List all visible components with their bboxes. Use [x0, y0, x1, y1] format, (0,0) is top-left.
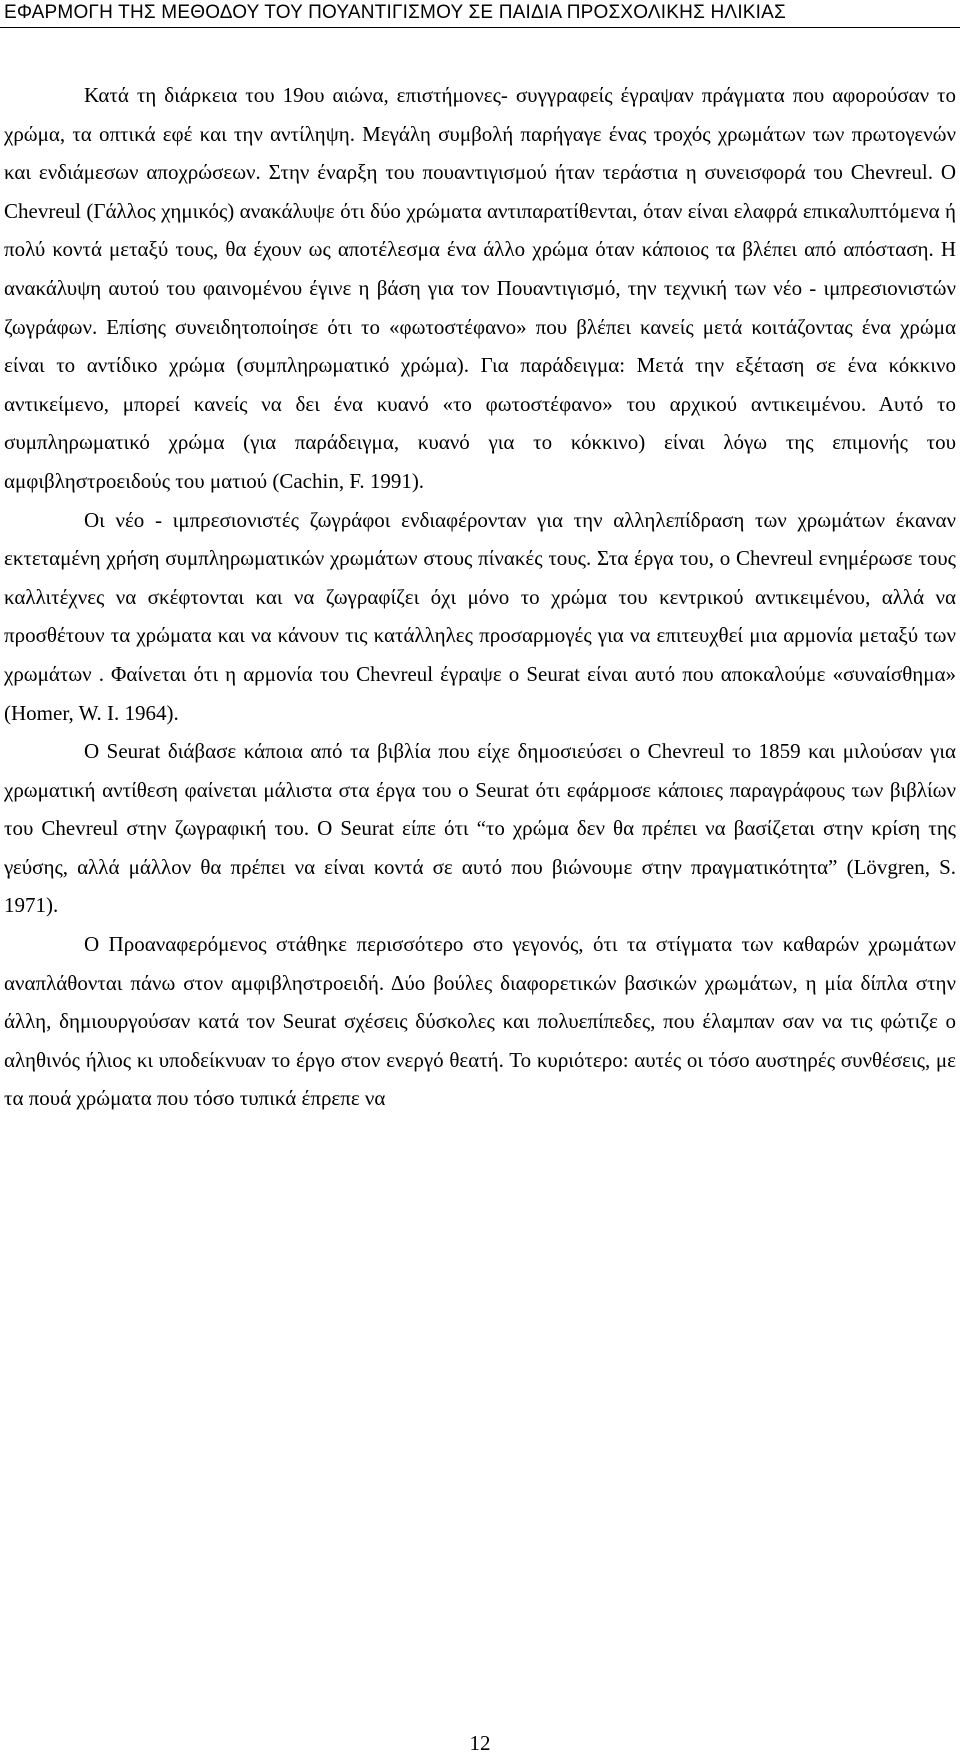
paragraph: Οι νέο - ιμπρεσιονιστές ζωγράφοι ενδιαφέρονταν για την αλληλεπίδραση των χρωμάτων έκαναν εκτεταμένη χρήση συμπληρωματικών χρωμάτων στους πίνακές τους. Στα έργα του, ο Chevreul ενημέρωσε τους καλλιτέχνες να σκέφτονται και να ζωγραφίζει όχι μόνο το χρώμα του κεντρικού αντικειμένου, αλλά να προσθέτουν τα χρώματα και να κάνουν τις κατάλληλες προσαρμογές για να επιτευχθεί μια αρμονία μεταξύ των χρωμάτων . Φαίνεται ότι η αρμονία του Chevreul έγραψε ο Seurat είναι αυτό που αποκαλούμε «συναίσθημα» (Homer, W. I. 1964). [4, 507, 956, 725]
running-header: ΕΦΑΡΜΟΓΗ ΤΗΣ ΜΕΘΟΔΟΥ ΤΟΥ ΠΟΥΑΝΤΙΓΙΣΜΟΥ ΣΕ ΠΑΙΔΙΑ ΠΡΟΣΧΟΛΙΚΗΣ ΗΛΙΚΙΑΣ [4, 2, 786, 23]
header-rule [0, 27, 960, 28]
paragraph: Ο Προαναφερόμενος στάθηκε περισσότερο στο γεγονός, ότι τα στίγματα των καθαρών χρωμάτων αναπλάθονται πάνω στον αμφιβληστροειδή. Δύο βούλες διαφορετικών βασικών χρωμάτων, η μία δίπλα στην άλλη, δημιουργούσαν κατά τον Seurat σχέσεις δύσκολες και πολυεπίπεδες, που έλαμπαν σαν να τις φώτιζε ο αληθινός ήλιος κι υποδείκνυαν το έργο στον ενεργό θεατή. Το κυριότερο: αυτές οι τόσο αυστηρές συνθέσεις, με τα πουά χρώματα που τόσο τυπικά έπρεπε να [4, 932, 956, 1111]
paragraph: Ο Seurat διάβασε κάποια από τα βιβλία που είχε δημοσιεύσει ο Chevreul το 1859 και μιλούσαν για χρωματική αντίθεση φαίνεται μάλιστα στα έργα του ο Seurat ότι εφάρμοσε κάποιες παραγράφους των βιβλίων του Chevreul στην ζωγραφική του. Ο Seurat είπε ότι “το χρώμα δεν θα πρέπει να βασίζεται στην κρίση της γεύσης, αλλά μάλλον θα πρέπει να είναι κοντά σε αυτό που βιώνουμε στην πραγματικότητα” (Lövgren, S. 1971). [4, 739, 956, 918]
page-number: 12 [469, 1731, 491, 1755]
paragraph: Κατά τη διάρκεια του 19ου αιώνα, επιστήμονες- συγγραφείς έγραψαν πράγματα που αφορούσαν το χρώμα, τα οπτικά εφέ και την αντίληψη. Μεγάλη συμβολή παρήγαγε ένας τροχός χρωμάτων των πρωτογενών και ενδιάμεσων αποχρώσεων. Στην έναρξη του πουαντιγισμού ήταν τεράστια η συνεισφορά του Chevreul. Ο Chevreul (Γάλλος χημικός) ανακάλυψε ότι δύο χρώματα αντιπαρατίθενται, όταν είναι ελαφρά επικαλυπτόμενα ή πολύ κοντά μεταξύ τους, θα έχουν ως αποτέλεσμα ένα άλλο χρώμα όταν κάποιος τα βλέπει από απόσταση. Η ανακάλυψη αυτού του φαινομένου έγινε η βάση για τον Πουαντιγισμό, την τεχνική των νέο - ιμπρεσιονιστών ζωγράφων. Επίσης συνειδητοποίησε ότι το «φωτοστέφανο» που βλέπει κανείς μετά κοιτάζοντας ένα χρώμα είναι το αντίδικο χρώμα (συμπληρωματικό χρώμα). Για παράδειγμα: Μετά την εξέταση σε ένα κόκκινο αντικείμενο, μπορεί κανείς να δει ένα κυανό «το φωτοστέφανο» του αρχικού αντικειμένου. Αυτό το συμπληρωματικό χρώμα (για παράδειγμα, κυανό για το κόκκινο) είναι λόγω της επιμονής του αμφιβληστροειδούς του ματιού (Cachin, F. 1991). [4, 83, 956, 493]
body-text [4, 76, 956, 1118]
